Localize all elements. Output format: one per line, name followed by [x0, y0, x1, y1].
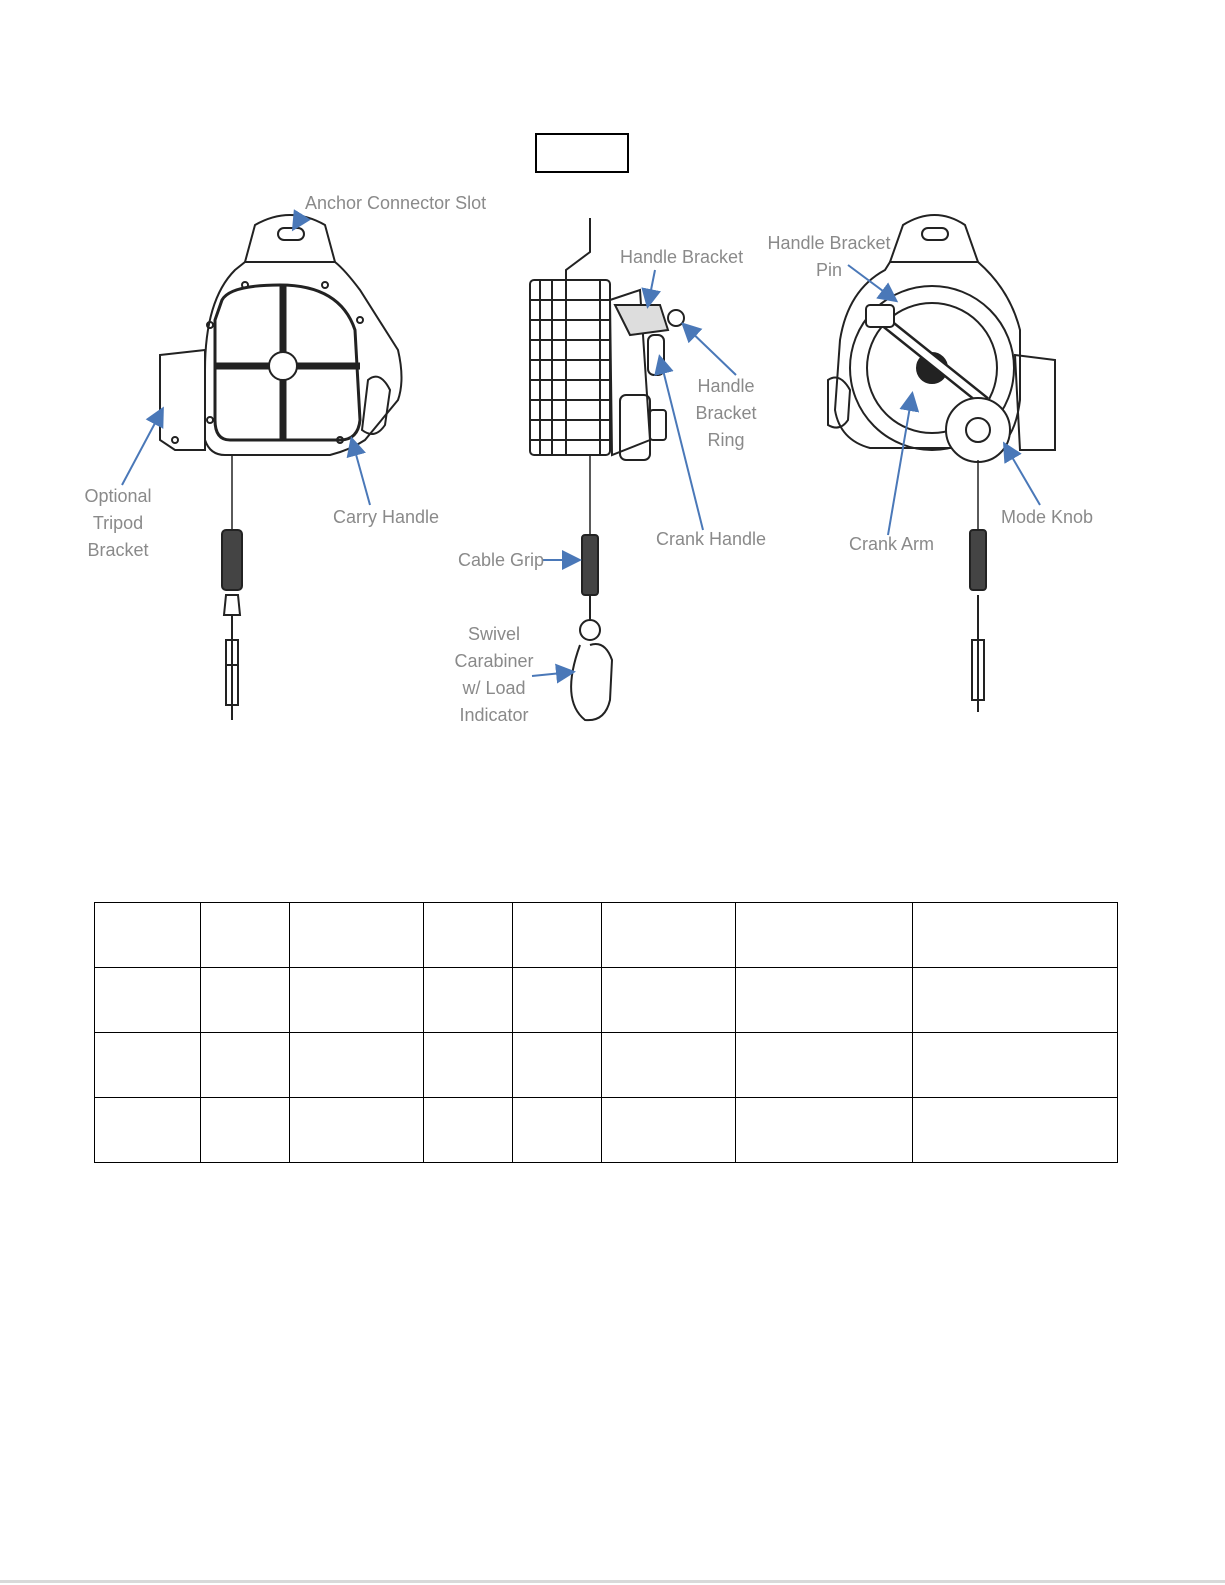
arrow-crank-arm [888, 395, 912, 535]
table-cell [95, 903, 201, 968]
label-handle-bracket-ring: Handle Bracket Ring [695, 376, 757, 450]
anchor-tab [245, 215, 335, 262]
table-cell [290, 968, 424, 1033]
spec-table [94, 902, 1118, 1163]
table-cell [602, 968, 736, 1033]
side-drum [530, 280, 610, 455]
table-cell [290, 1098, 424, 1163]
table-cell [290, 1033, 424, 1098]
table-cell [290, 903, 424, 968]
table-cell [201, 968, 290, 1033]
back-anchor-tab [890, 215, 978, 262]
mode-knob [946, 398, 1010, 462]
page-bottom-rule [0, 1580, 1225, 1583]
table-cell [424, 1033, 513, 1098]
table-cell [424, 968, 513, 1033]
table-cell [513, 968, 602, 1033]
arrow-handle-bracket [648, 270, 655, 305]
table-cell [513, 1098, 602, 1163]
handle-bracket-pin [866, 305, 894, 327]
table-row [95, 1033, 1118, 1098]
label-cable-grip: Cable Grip [458, 550, 545, 570]
table-cell [95, 1033, 201, 1098]
back-view [828, 215, 1055, 712]
table-row [95, 1098, 1118, 1163]
cable-grip-back [970, 530, 986, 590]
arrow-mode-knob [1005, 445, 1040, 505]
table-cell [736, 903, 913, 968]
table-cell [913, 903, 1118, 968]
arrow-carry-handle [352, 440, 370, 505]
side-view [530, 218, 684, 720]
cable-grip-side [582, 535, 598, 595]
label-crank-arm: Crank Arm [849, 534, 935, 554]
product-diagram [0, 0, 1225, 760]
label-handle-bracket: Handle Bracket [620, 247, 744, 267]
table-cell [913, 1033, 1118, 1098]
table-cell [736, 1098, 913, 1163]
tripod-bracket [160, 350, 205, 450]
label-anchor-connector-slot: Anchor Connector Slot [305, 193, 487, 213]
table-cell [736, 1033, 913, 1098]
table-cell [602, 903, 736, 968]
label-optional-tripod-bracket: Optional Tripod Bracket [84, 486, 152, 560]
label-handle-bracket-pin: Handle Bracket Pin [767, 233, 891, 280]
anchor-connector-slot [278, 228, 304, 240]
table-cell [424, 903, 513, 968]
table-row [95, 903, 1118, 968]
table-cell [95, 1098, 201, 1163]
table-cell [913, 968, 1118, 1033]
handle-bracket [615, 305, 668, 335]
table-cell [201, 903, 290, 968]
cable-grip-front [222, 530, 242, 590]
table-cell [513, 1033, 602, 1098]
table-cell [424, 1098, 513, 1163]
table-row [95, 968, 1118, 1033]
table-cell [736, 968, 913, 1033]
table-cell [201, 1033, 290, 1098]
arrow-handle-bracket-ring [684, 325, 736, 375]
table-cell [95, 968, 201, 1033]
handle-bracket-ring [668, 310, 684, 326]
table-cell [602, 1098, 736, 1163]
label-carry-handle: Carry Handle [333, 507, 440, 527]
arrow-swivel-carabiner [532, 672, 572, 676]
crank-handle [648, 335, 664, 375]
table-cell [913, 1098, 1118, 1163]
swivel-carabiner [571, 644, 612, 720]
front-view [160, 215, 402, 720]
label-mode-knob: Mode Knob [1001, 507, 1094, 527]
table-cell [513, 903, 602, 968]
arrow-optional-tripod-bracket [122, 410, 162, 485]
arrow-anchor-connector-slot [294, 215, 302, 228]
table-cell [602, 1033, 736, 1098]
label-crank-handle: Crank Handle [656, 529, 767, 549]
table-cell [201, 1098, 290, 1163]
label-swivel-carabiner: Swivel Carabiner w/ Load Indicator [454, 624, 534, 725]
